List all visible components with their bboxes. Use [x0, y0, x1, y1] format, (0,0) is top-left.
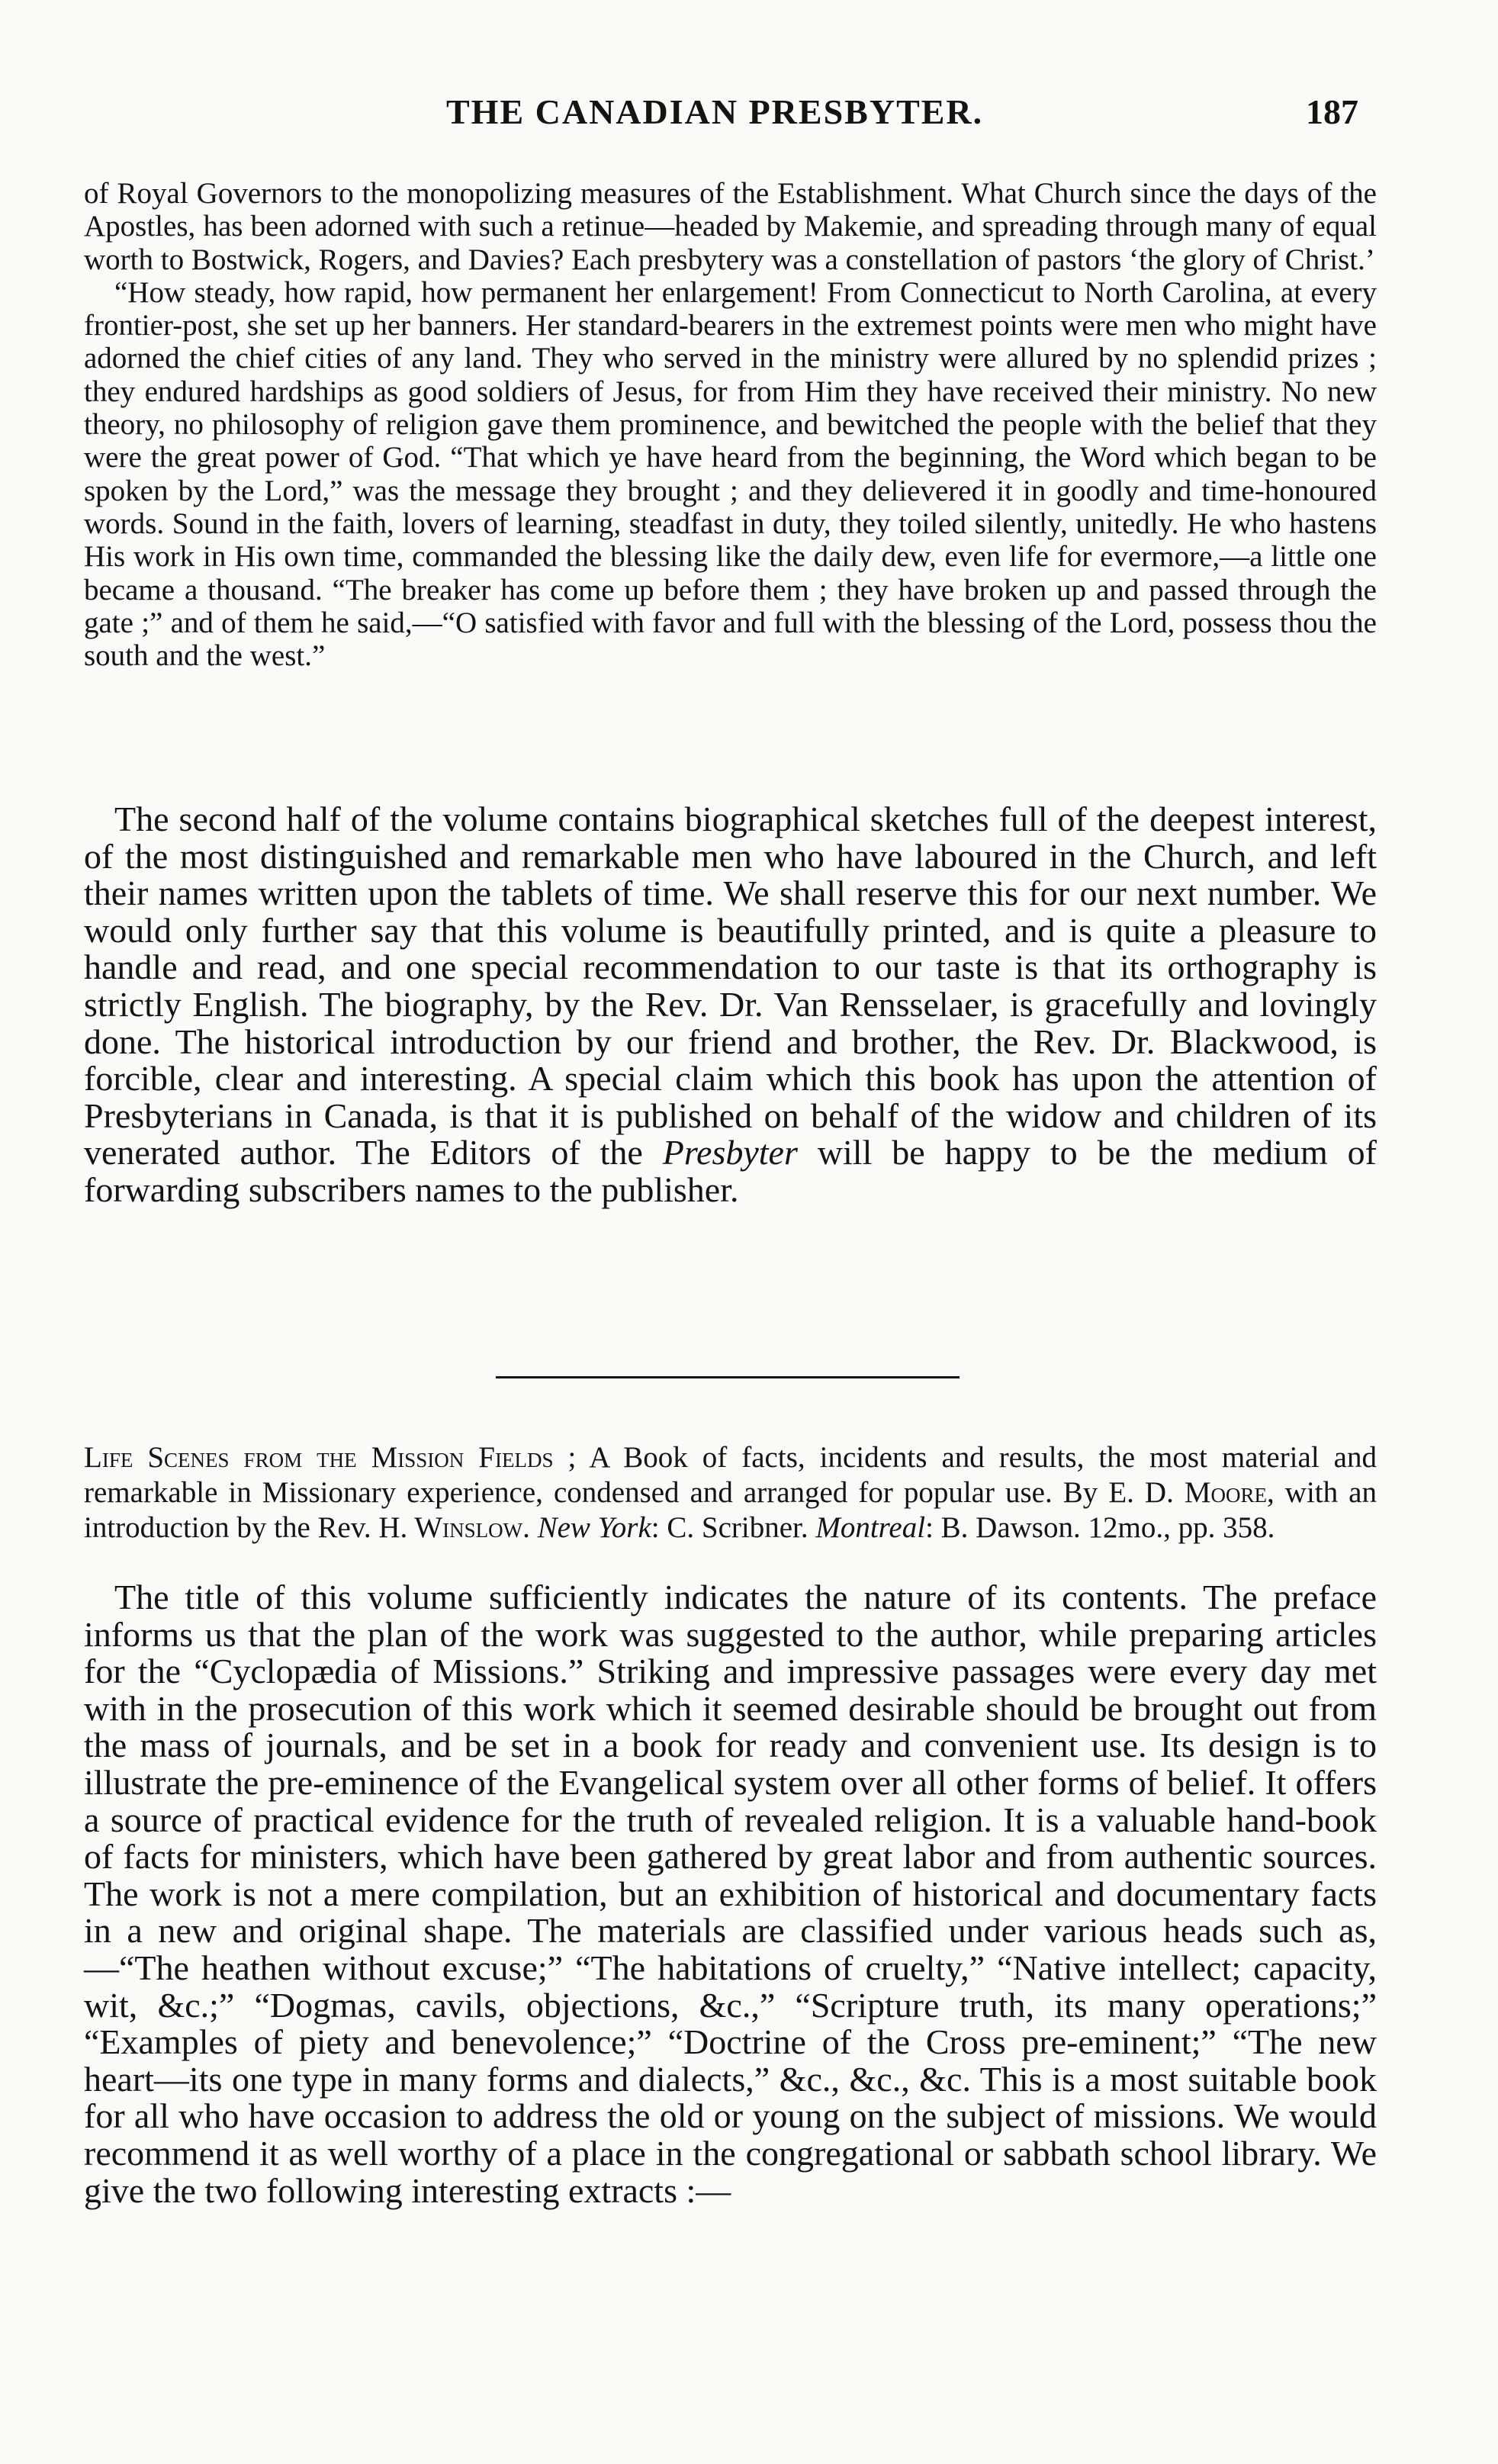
book-title: Life Scenes from the Mission Fields	[84, 1441, 554, 1474]
separator: .	[522, 1511, 538, 1544]
publisher-place: Montreal	[815, 1511, 926, 1544]
review-text-part: The second half of the volume contains biographical sketches full of the deepest interest, of the most distinguished and remarkable men who have laboured in the Church, and left their names written upon the tablets of time. We shall reserve this for our next number. We would only further say that this volume is beautifully printed, and is quite a pleasure to handle and read, and one special recommendation to our taste is that its orthography is strictly English. The biography, by the Rev. Dr. Van Rensselaer, is gracefully and lovingly done. The historical introduction by our friend and brother, the Rev. Dr. Blackwood, is forcible, clear and interesting. A special claim which this book has upon the attention of Presbyterians in Canada, is that it is published on behalf of the widow and children of its venerated author. The Editors of the	[84, 799, 1377, 1172]
review-text-part: will be happy to be the medium of forwarding subscribers names to the publisher.	[84, 1133, 1377, 1209]
publisher-name: C. Scribner.	[659, 1511, 808, 1544]
colon: :	[925, 1511, 934, 1544]
publisher-name: B. Dawson. 12mo., pp. 358.	[933, 1511, 1275, 1544]
running-title: THE CANADIAN PRESBYTER.	[446, 92, 984, 131]
quote-paragraph: “How steady, how rapid, how permanent her enlargement! From Connecticut to North Carolina, at every frontier-post, she set up her banners. Her standard-bearers in the extremest points were men who might have adorned the chief cities of any land. They who served in the ministry were allured by no splendid prizes ; they endured hardships as good soldiers of Jesus, for from Him they have received their ministry. No new theory, no philosophy of religion gave them prominence, and bewitched the people with the belief that they were the great power of God. “That which ye have heard from the beginning, the Word which began to be spoken by the Lord,” was the message they brought ; and they delievered it in goodly and time-honoured words. Sound in the faith, lovers of learning, steadfast in duty, they toiled silently, unitedly. He who hastens His work in His own time, commanded the blessing like the daily dew, even life for evermore,—a little one became a thousand. “The breaker has come up before them ; they have broken up and passed through the gate ;” and of them he said,—“O satisfied with favor and full with the blessing of the Lord, possess thou the south and the west.”	[84, 275, 1377, 673]
book-author: E. D. Moore	[1108, 1476, 1268, 1509]
colon: :	[651, 1511, 660, 1544]
publisher-place: New York	[537, 1511, 651, 1544]
review-text	[84, 801, 1377, 1209]
quote-paragraph: of Royal Governors to the monopolizing measures of the Establishment. What Church since the days of the Apostles, has been adorned with such a retinue—headed by Makemie, and spreading through many of equal worth to Bostwick, Rogers, and Davies? Each presbytery was a constellation of pastors ‘the glory of Christ.’	[84, 177, 1377, 276]
intro-author: H. Winslow	[378, 1511, 523, 1544]
review-text: The title of this volume sufficiently indicates the nature of its contents. The preface informs us that the plan of the work was suggested to the author, while preparing articles for the “Cyclopædia of Missions.” Striking and impressive passages were every day met with in the prosecution of this work which it seemed desirable should be brought out from the mass of journals, and be set in a book for ready and convenient use. Its design is to illustrate the pre-eminence of the Evangelical system over all other forms of belief. It offers a source of practical evidence for the truth of revealed religion. It is a valuable hand-book of facts for ministers, which have been gathered by great labor and from authentic sources. The work is not a mere compilation, but an exhibition of historical and documentary facts in a new and original shape. The materials are classified under various heads such as,—“The heathen without excuse;” “The habitations of cruelty,” “Native intellect; capacity, wit, &c.;” “Dogmas, cavils, objections, &c.,” “Scripture truth, its many operations;” “Examples of piety and benevolence;” “Doctrine of the Cross pre-eminent;” “The new heart—its one type in many forms and dialects,” &c., &c., &c. This is a most suitable book for all who have occasion to address the old or young on the subject of missions. We would recommend it as well worthy of a place in the congregational or sabbath school library. We give the two following interesting extracts :—	[84, 1578, 1377, 2210]
space	[808, 1511, 816, 1544]
page-number: 187	[1306, 92, 1358, 131]
section-divider	[496, 1376, 960, 1378]
review-paragraph	[84, 801, 1377, 1209]
publication-name: Presbyter	[662, 1133, 798, 1172]
book-notice	[84, 1440, 1377, 1546]
book-intro: , with an introduction by the Rev.	[84, 1476, 1377, 1544]
review-paragraph	[84, 1579, 1377, 2209]
page-header	[0, 92, 1498, 140]
book-description: ; A Book of facts, incidents and results, the most material and remarkable in Missionary experience, condensed and arranged for popular use. By	[84, 1441, 1377, 1509]
quoted-passage	[84, 177, 1377, 672]
